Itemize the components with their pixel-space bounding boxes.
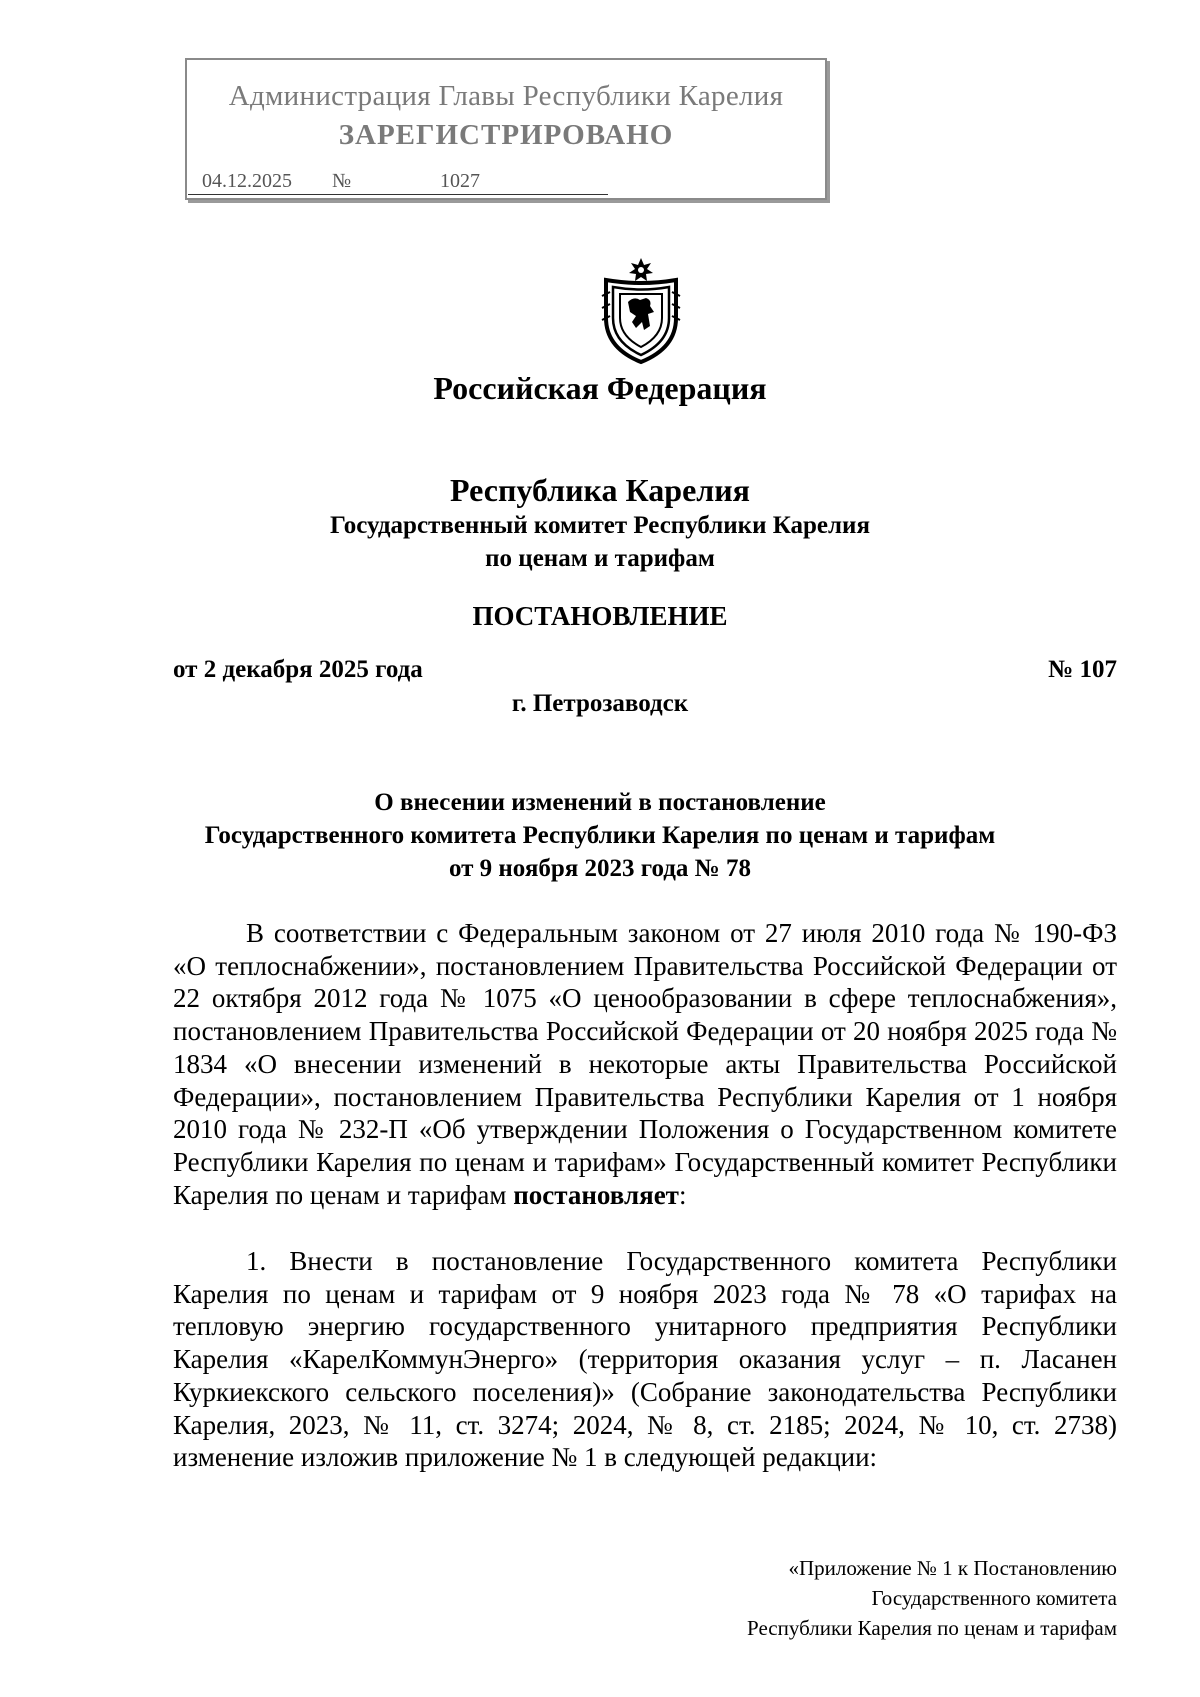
karelia-coat-of-arms-icon [596,256,686,366]
document-type: ПОСТАНОВЛЕНИЕ [472,601,728,631]
clause-1-paragraph [173,1245,1117,1474]
committee-heading-line2: по ценам и тарифам [485,545,715,572]
document-title-line3: от 9 ноября 2023 года № 78 [448,855,752,882]
resolves-colon: : [678,1179,687,1210]
annex-line2: Государственного комитета [871,1586,1117,1610]
stamp-number: 1027 [440,170,480,192]
document-title-line2: Государственного комитета Республики Карелия по ценам и тарифам [204,822,996,849]
annex-heading [747,1553,1117,1643]
preamble-text: В соответствии с Федеральным законом от 27 июля 2010 года № 190-ФЗ «О теплоснабжении», постановлением Правительства Российской Федерации от 22 октября 2012 года № 1075 «О ценообразовании в сфере теплоснабжения», постановлением Правительства Российской Федерации от 20 ноября 2025 года № 1834 «О внесении изменений в некоторые акты Правительства Российской Федерации», постановлением Правительства Республики Карелия от 1 ноября 2010 года № 232-П «Об утверждении Положения о Государственном комитете Республики Карелия по ценам и тарифам» Государственный комитет Республики Карелия по ценам и тарифам [173,918,1117,1210]
clause-1-text: 1. Внести в постановление Государственного комитета Республики Карелия по ценам и тарифам от 9 ноября 2023 года № 78 «О тарифах на тепловую энергию государственного унитарного предприятия Республики Карелия «КарелКоммунЭнерго» (территория оказания услуг – п. Ласанен Куркиекского сельского поселения)» (Собрание законодательства Республики Карелия, 2023, № 11, ст. 3274; 2024, № 8, ст. 2185; 2024, № 10, ст. 2738) изменение изложив приложение № 1 в следующей редакции: [173,1246,1117,1473]
document-date: от 2 декабря 2025 года [173,656,423,683]
annex-line1: «Приложение № 1 к Постановлению [788,1556,1117,1580]
document-number: № 107 [1048,656,1117,683]
stamp-status: ЗАРЕГИСТРИРОВАНО [338,119,674,151]
resolves-word: постановляет [513,1179,679,1210]
preamble-paragraph [173,917,1117,1211]
republic-heading: Республика Карелия [450,472,750,508]
stamp-registration-line [188,170,608,195]
document-city: г. Петрозаводск [511,690,689,717]
document-title-line1: О внесении изменений в постановление [374,789,826,816]
annex-line3: Республики Карелия по ценам и тарифам [747,1616,1117,1640]
country-heading: Российская Федерация [433,370,767,406]
stamp-number-sign: № [332,170,352,192]
stamp-date: 04.12.2025 [202,170,292,192]
committee-heading-line1: Государственный комитет Республики Карелия [330,512,870,539]
stamp-organization: Администрация Главы Республики Карелия [228,80,784,112]
